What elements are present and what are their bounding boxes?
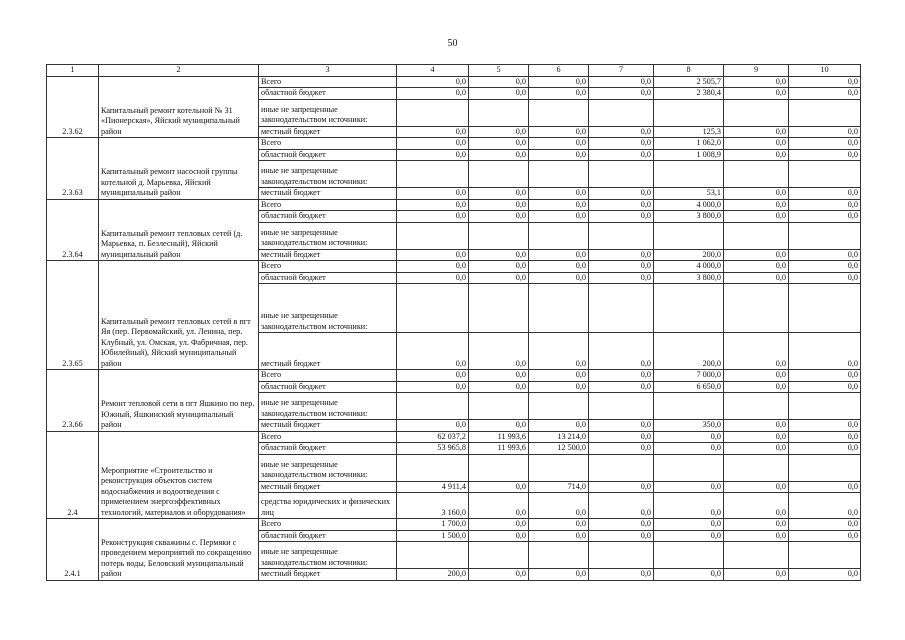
- amount-cell: [397, 454, 469, 481]
- amount-cell: [724, 542, 789, 569]
- amount-cell: [589, 393, 654, 420]
- amount-cell: 1 062,0: [654, 138, 724, 150]
- amount-cell: 0,0: [789, 88, 861, 100]
- amount-cell: 0,0: [529, 272, 589, 284]
- amount-cell: 714,0: [529, 481, 589, 493]
- amount-cell: 11 993,6: [469, 443, 529, 455]
- amount-cell: 0,0: [529, 126, 589, 138]
- funding-source: иные не запрещенные законодательством источники:: [259, 393, 397, 420]
- amount-cell: 0,0: [469, 333, 529, 370]
- amount-cell: 0,0: [724, 381, 789, 393]
- amount-cell: [789, 454, 861, 481]
- amount-cell: [469, 393, 529, 420]
- amount-cell: 0,0: [589, 261, 654, 273]
- amount-cell: 0,0: [589, 138, 654, 150]
- amount-cell: 0,0: [724, 493, 789, 519]
- amount-cell: 0,0: [469, 493, 529, 519]
- amount-cell: 200,0: [654, 333, 724, 370]
- budget-table: [46, 64, 861, 581]
- amount-cell: [397, 542, 469, 569]
- table-row: [47, 138, 861, 150]
- amount-cell: 0,0: [789, 443, 861, 455]
- amount-cell: 0,0: [654, 431, 724, 443]
- column-number: 5: [469, 65, 529, 77]
- amount-cell: 0,0: [724, 272, 789, 284]
- amount-cell: 0,0: [724, 88, 789, 100]
- amount-cell: 3 160,0: [397, 493, 469, 519]
- amount-cell: 7 000,0: [654, 370, 724, 382]
- amount-cell: [397, 161, 469, 188]
- amount-cell: [654, 542, 724, 569]
- amount-cell: [589, 284, 654, 333]
- amount-cell: 0,0: [529, 138, 589, 150]
- funding-source: иные не запрещенные законодательством источники:: [259, 222, 397, 249]
- item-name: Капитальный ремонт насосной группы котельной д. Марьевка, Яйский муниципальный район: [99, 138, 259, 200]
- funding-source: Всего: [259, 261, 397, 273]
- funding-source: местный бюджет: [259, 188, 397, 200]
- amount-cell: [789, 393, 861, 420]
- funding-source: областной бюджет: [259, 272, 397, 284]
- funding-source: местный бюджет: [259, 333, 397, 370]
- amount-cell: [529, 99, 589, 126]
- amount-cell: 0,0: [589, 493, 654, 519]
- amount-cell: 0,0: [397, 261, 469, 273]
- amount-cell: 0,0: [397, 249, 469, 261]
- amount-cell: [654, 222, 724, 249]
- amount-cell: 0,0: [589, 481, 654, 493]
- amount-cell: 0,0: [397, 138, 469, 150]
- amount-cell: 3 800,0: [654, 272, 724, 284]
- amount-cell: 0,0: [789, 76, 861, 88]
- table-row: [47, 199, 861, 211]
- amount-cell: 0,0: [724, 76, 789, 88]
- funding-source: областной бюджет: [259, 443, 397, 455]
- amount-cell: 0,0: [789, 249, 861, 261]
- amount-cell: [724, 99, 789, 126]
- amount-cell: [469, 161, 529, 188]
- amount-cell: [724, 222, 789, 249]
- amount-cell: 0,0: [397, 420, 469, 432]
- funding-source: Всего: [259, 370, 397, 382]
- amount-cell: [654, 284, 724, 333]
- amount-cell: 0,0: [469, 88, 529, 100]
- amount-cell: 0,0: [724, 333, 789, 370]
- amount-cell: 0,0: [469, 569, 529, 581]
- funding-source: областной бюджет: [259, 88, 397, 100]
- amount-cell: [469, 284, 529, 333]
- amount-cell: 0,0: [789, 138, 861, 150]
- column-number: 9: [724, 65, 789, 77]
- amount-cell: 0,0: [397, 272, 469, 284]
- amount-cell: 62 037,2: [397, 431, 469, 443]
- amount-cell: 0,0: [529, 493, 589, 519]
- column-number: 10: [789, 65, 861, 77]
- amount-cell: [469, 454, 529, 481]
- amount-cell: 0,0: [789, 272, 861, 284]
- amount-cell: 0,0: [724, 249, 789, 261]
- amount-cell: 0,0: [397, 381, 469, 393]
- funding-source: местный бюджет: [259, 481, 397, 493]
- amount-cell: [529, 454, 589, 481]
- funding-source: Всего: [259, 76, 397, 88]
- amount-cell: 0,0: [589, 569, 654, 581]
- amount-cell: 13 214,0: [529, 431, 589, 443]
- amount-cell: 0,0: [469, 481, 529, 493]
- amount-cell: 0,0: [789, 381, 861, 393]
- item-name: Капитальный ремонт тепловых сетей (д. Марьевка, п. Безлесный), Яйский муниципальный район: [99, 199, 259, 261]
- amount-cell: [397, 222, 469, 249]
- amount-cell: 0,0: [397, 88, 469, 100]
- amount-cell: 0,0: [469, 370, 529, 382]
- amount-cell: 0,0: [724, 261, 789, 273]
- amount-cell: 0,0: [469, 138, 529, 150]
- amount-cell: 0,0: [469, 76, 529, 88]
- amount-cell: [469, 99, 529, 126]
- amount-cell: 0,0: [397, 149, 469, 161]
- amount-cell: [789, 542, 861, 569]
- amount-cell: 0,0: [529, 149, 589, 161]
- item-name: Капитальный ремонт котельной № 31 «Пионерская», Яйский муниципальный район: [99, 76, 259, 138]
- column-number: 2: [99, 65, 259, 77]
- amount-cell: 0,0: [529, 420, 589, 432]
- amount-cell: 0,0: [724, 569, 789, 581]
- amount-cell: 0,0: [469, 530, 529, 542]
- amount-cell: 0,0: [724, 481, 789, 493]
- amount-cell: 1 008,9: [654, 149, 724, 161]
- column-number-row: [47, 65, 861, 77]
- amount-cell: 0,0: [724, 188, 789, 200]
- amount-cell: 0,0: [469, 199, 529, 211]
- amount-cell: [589, 542, 654, 569]
- amount-cell: 0,0: [789, 493, 861, 519]
- amount-cell: [724, 393, 789, 420]
- amount-cell: 0,0: [529, 76, 589, 88]
- amount-cell: 0,0: [789, 333, 861, 370]
- amount-cell: 0,0: [589, 431, 654, 443]
- funding-source: Всего: [259, 138, 397, 150]
- amount-cell: [589, 99, 654, 126]
- amount-cell: [397, 284, 469, 333]
- amount-cell: [529, 222, 589, 249]
- amount-cell: 0,0: [529, 188, 589, 200]
- amount-cell: [654, 99, 724, 126]
- funding-source: иные не запрещенные законодательством источники:: [259, 99, 397, 126]
- table-row: [47, 431, 861, 443]
- amount-cell: 0,0: [789, 188, 861, 200]
- funding-source: Всего: [259, 199, 397, 211]
- amount-cell: [529, 161, 589, 188]
- amount-cell: 0,0: [789, 481, 861, 493]
- amount-cell: 0,0: [469, 188, 529, 200]
- funding-source: местный бюджет: [259, 249, 397, 261]
- amount-cell: 0,0: [529, 370, 589, 382]
- table-row: [47, 370, 861, 382]
- amount-cell: 1 500,0: [397, 530, 469, 542]
- amount-cell: 4 000,0: [654, 261, 724, 273]
- amount-cell: 2 505,7: [654, 76, 724, 88]
- amount-cell: [589, 454, 654, 481]
- item-code: 2.3.63: [47, 138, 99, 200]
- amount-cell: 0,0: [469, 261, 529, 273]
- amount-cell: 0,0: [589, 333, 654, 370]
- amount-cell: 0,0: [724, 211, 789, 223]
- page-number: 50: [447, 38, 458, 49]
- amount-cell: 0,0: [724, 519, 789, 531]
- amount-cell: 0,0: [724, 443, 789, 455]
- amount-cell: 0,0: [789, 519, 861, 531]
- amount-cell: [589, 222, 654, 249]
- amount-cell: 200,0: [654, 249, 724, 261]
- amount-cell: 0,0: [397, 211, 469, 223]
- item-name: Реконструкция скважины с. Пермяки с проведением мероприятий по сокращению потерь воды, Беловский муниципальный район: [99, 519, 259, 581]
- amount-cell: 6 650,0: [654, 381, 724, 393]
- amount-cell: 0,0: [724, 126, 789, 138]
- amount-cell: 0,0: [789, 211, 861, 223]
- amount-cell: 0,0: [529, 333, 589, 370]
- amount-cell: [469, 542, 529, 569]
- amount-cell: 0,0: [589, 188, 654, 200]
- amount-cell: [397, 393, 469, 420]
- funding-source: иные не запрещенные законодательством источники:: [259, 284, 397, 333]
- amount-cell: 0,0: [654, 530, 724, 542]
- amount-cell: 0,0: [589, 88, 654, 100]
- item-code: 2.3.66: [47, 370, 99, 432]
- amount-cell: [724, 161, 789, 188]
- amount-cell: 0,0: [469, 126, 529, 138]
- amount-cell: 0,0: [469, 249, 529, 261]
- amount-cell: 0,0: [397, 370, 469, 382]
- funding-source: местный бюджет: [259, 126, 397, 138]
- funding-source: местный бюджет: [259, 569, 397, 581]
- amount-cell: 0,0: [469, 519, 529, 531]
- amount-cell: 0,0: [589, 519, 654, 531]
- amount-cell: 0,0: [789, 126, 861, 138]
- amount-cell: 0,0: [529, 199, 589, 211]
- amount-cell: 0,0: [589, 381, 654, 393]
- amount-cell: 0,0: [397, 76, 469, 88]
- amount-cell: 0,0: [529, 530, 589, 542]
- item-code: 2.4.1: [47, 519, 99, 581]
- amount-cell: [724, 454, 789, 481]
- amount-cell: 0,0: [724, 431, 789, 443]
- amount-cell: [789, 99, 861, 126]
- amount-cell: 0,0: [529, 211, 589, 223]
- item-name: Ремонт тепловой сети в пгт Яшкино по пер. Южный, Яшкинский муниципальный район: [99, 370, 259, 432]
- amount-cell: [654, 161, 724, 188]
- amount-cell: 0,0: [589, 76, 654, 88]
- amount-cell: 0,0: [589, 370, 654, 382]
- amount-cell: 0,0: [789, 149, 861, 161]
- funding-source: местный бюджет: [259, 420, 397, 432]
- amount-cell: [529, 284, 589, 333]
- amount-cell: 0,0: [589, 149, 654, 161]
- item-code: 2.3.65: [47, 261, 99, 370]
- amount-cell: 0,0: [529, 569, 589, 581]
- amount-cell: 0,0: [724, 138, 789, 150]
- funding-source: средства юридических и физических лиц: [259, 493, 397, 519]
- column-number: 4: [397, 65, 469, 77]
- funding-source: областной бюджет: [259, 149, 397, 161]
- amount-cell: [469, 222, 529, 249]
- amount-cell: 0,0: [654, 443, 724, 455]
- amount-cell: 0,0: [654, 519, 724, 531]
- amount-cell: [529, 393, 589, 420]
- item-code: 2.3.62: [47, 76, 99, 138]
- amount-cell: 0,0: [789, 431, 861, 443]
- amount-cell: [724, 284, 789, 333]
- column-number: 3: [259, 65, 397, 77]
- amount-cell: 125,3: [654, 126, 724, 138]
- amount-cell: 0,0: [529, 519, 589, 531]
- amount-cell: 0,0: [724, 420, 789, 432]
- amount-cell: 3 800,0: [654, 211, 724, 223]
- amount-cell: 0,0: [589, 249, 654, 261]
- amount-cell: 0,0: [469, 272, 529, 284]
- amount-cell: 0,0: [789, 199, 861, 211]
- amount-cell: 0,0: [789, 261, 861, 273]
- funding-source: Всего: [259, 519, 397, 531]
- amount-cell: [589, 161, 654, 188]
- amount-cell: [397, 99, 469, 126]
- column-number: 8: [654, 65, 724, 77]
- amount-cell: 0,0: [529, 381, 589, 393]
- amount-cell: [654, 454, 724, 481]
- table-row: [47, 261, 861, 273]
- table-row: [47, 519, 861, 531]
- amount-cell: 0,0: [589, 199, 654, 211]
- amount-cell: 0,0: [397, 333, 469, 370]
- amount-cell: 0,0: [469, 149, 529, 161]
- amount-cell: 0,0: [789, 420, 861, 432]
- amount-cell: 0,0: [589, 272, 654, 284]
- funding-source: иные не запрещенные законодательством источники:: [259, 454, 397, 481]
- amount-cell: 350,0: [654, 420, 724, 432]
- amount-cell: 0,0: [529, 261, 589, 273]
- funding-source: иные не запрещенные законодательством источники:: [259, 161, 397, 188]
- item-name: Капитальный ремонт тепловых сетей в пгт Яя (пер. Первомайский, ул. Ленина, пер. Клубный, ул. Омская, ул. Фабричная, пер. Юбилейный), Яйский муниципальный район: [99, 261, 259, 370]
- amount-cell: 0,0: [654, 493, 724, 519]
- amount-cell: [789, 222, 861, 249]
- table-row: [47, 76, 861, 88]
- amount-cell: 0,0: [724, 149, 789, 161]
- amount-cell: 0,0: [589, 443, 654, 455]
- amount-cell: 53,1: [654, 188, 724, 200]
- amount-cell: 0,0: [789, 569, 861, 581]
- column-number: 7: [589, 65, 654, 77]
- amount-cell: 0,0: [529, 88, 589, 100]
- amount-cell: 0,0: [589, 126, 654, 138]
- amount-cell: 4 000,0: [654, 199, 724, 211]
- amount-cell: 0,0: [397, 199, 469, 211]
- amount-cell: 11 993,6: [469, 431, 529, 443]
- amount-cell: 0,0: [589, 420, 654, 432]
- amount-cell: [789, 161, 861, 188]
- amount-cell: 2 380,4: [654, 88, 724, 100]
- amount-cell: [654, 393, 724, 420]
- amount-cell: 1 700,0: [397, 519, 469, 531]
- funding-source: иные не запрещенные законодательством источники:: [259, 542, 397, 569]
- amount-cell: 0,0: [654, 481, 724, 493]
- item-code: 2.3.64: [47, 199, 99, 261]
- amount-cell: 0,0: [469, 420, 529, 432]
- amount-cell: 0,0: [469, 211, 529, 223]
- funding-source: Всего: [259, 431, 397, 443]
- amount-cell: 0,0: [724, 199, 789, 211]
- amount-cell: 0,0: [789, 370, 861, 382]
- amount-cell: 0,0: [397, 188, 469, 200]
- item-name: Мероприятие «Строительство и реконструкция объектов систем водоснабжения и водоотведения с применением энергоэффективных технологий, материалов и оборудования»: [99, 431, 259, 519]
- item-code: 2.4: [47, 431, 99, 519]
- amount-cell: 53 965,8: [397, 443, 469, 455]
- amount-cell: 4 911,4: [397, 481, 469, 493]
- funding-source: областной бюджет: [259, 530, 397, 542]
- amount-cell: 12 500,0: [529, 443, 589, 455]
- amount-cell: 0,0: [469, 381, 529, 393]
- column-number: 6: [529, 65, 589, 77]
- amount-cell: [529, 542, 589, 569]
- column-number: 1: [47, 65, 99, 77]
- amount-cell: 0,0: [589, 530, 654, 542]
- amount-cell: [789, 284, 861, 333]
- amount-cell: 200,0: [397, 569, 469, 581]
- amount-cell: 0,0: [529, 249, 589, 261]
- amount-cell: 0,0: [724, 530, 789, 542]
- amount-cell: 0,0: [589, 211, 654, 223]
- funding-source: областной бюджет: [259, 381, 397, 393]
- amount-cell: 0,0: [397, 126, 469, 138]
- amount-cell: 0,0: [654, 569, 724, 581]
- amount-cell: 0,0: [789, 530, 861, 542]
- amount-cell: 0,0: [724, 370, 789, 382]
- funding-source: областной бюджет: [259, 211, 397, 223]
